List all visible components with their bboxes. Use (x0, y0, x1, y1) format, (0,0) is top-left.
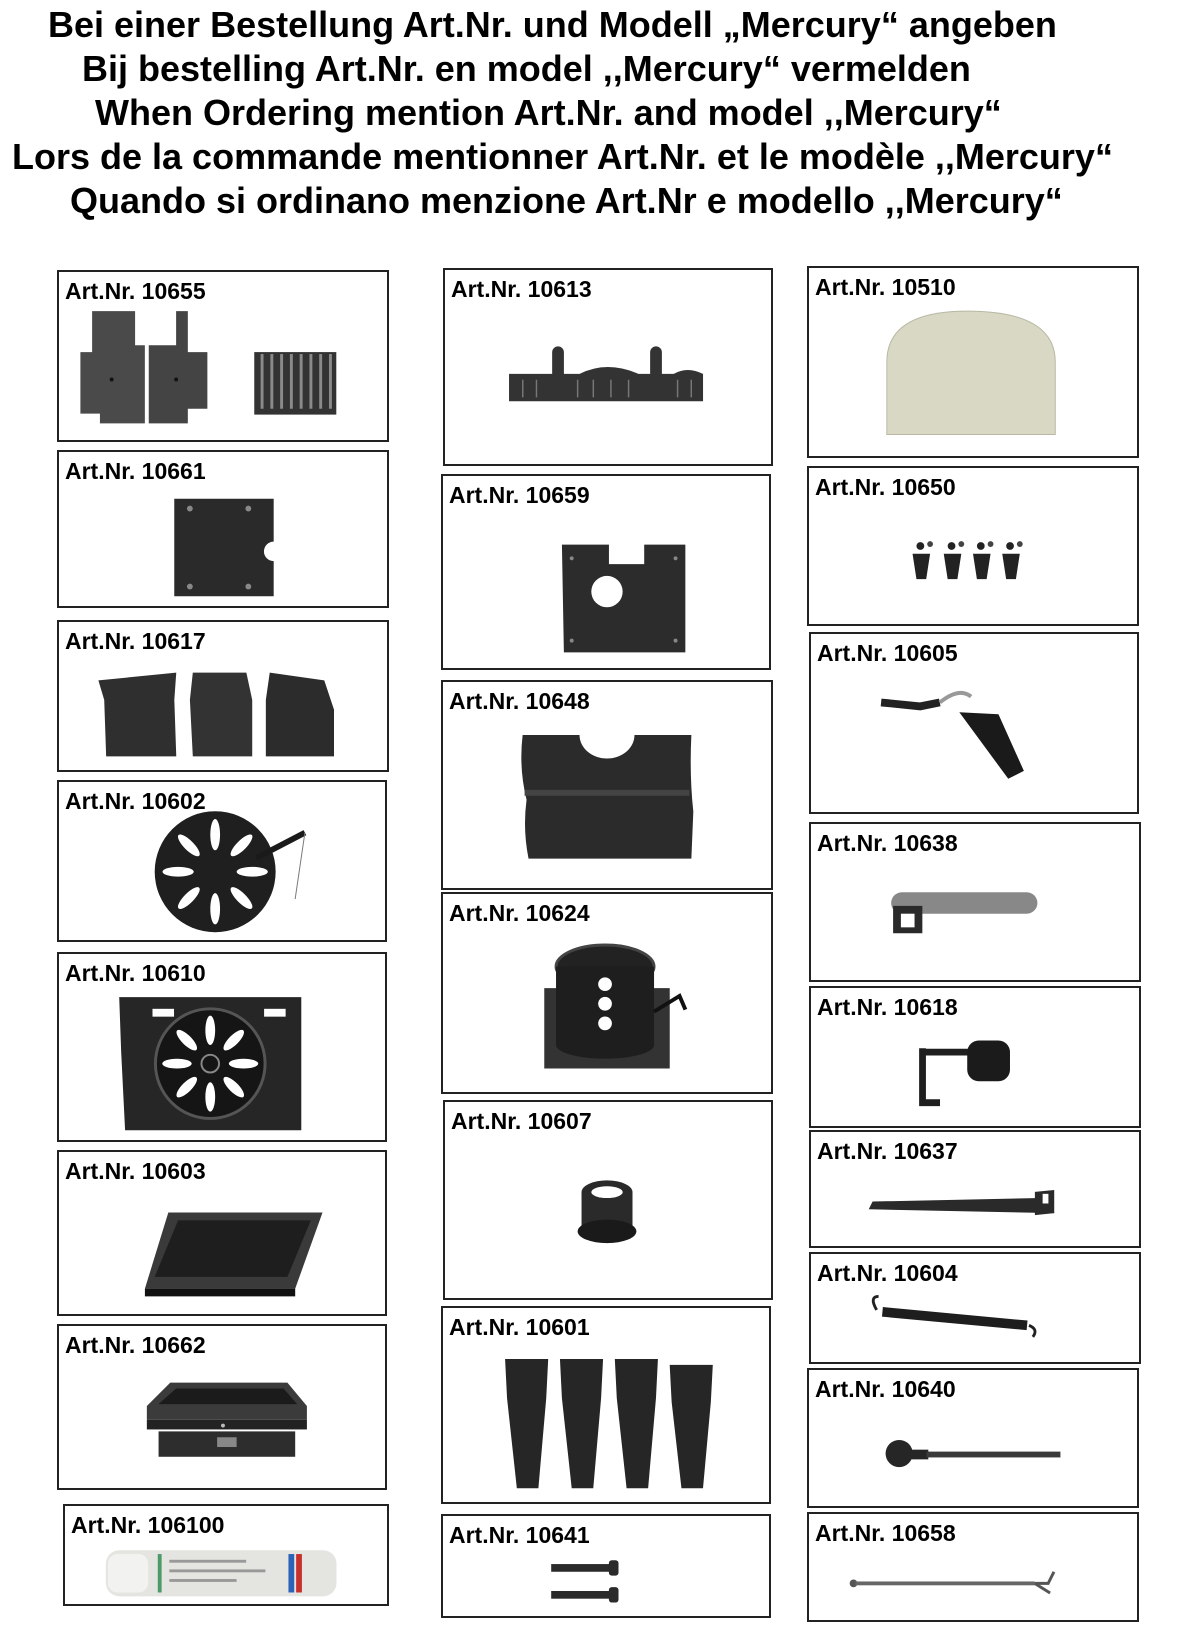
article-number: Art.Nr. 10605 (817, 640, 958, 666)
part-card[interactable] (441, 1514, 771, 1618)
instruction-nl: Bij bestelling Art.Nr. en model ,,Mercury“ vermelden (82, 48, 971, 89)
part-card[interactable] (57, 780, 387, 942)
article-number: Art.Nr. 10604 (817, 1260, 958, 1286)
part-card[interactable] (441, 1306, 771, 1504)
article-number: Art.Nr. 10624 (449, 900, 590, 926)
part-card[interactable] (807, 1512, 1139, 1622)
part-card[interactable] (57, 450, 389, 608)
article-number: Art.Nr. 10641 (449, 1522, 590, 1548)
article-number: Art.Nr. 10648 (449, 688, 590, 714)
part-card[interactable] (441, 680, 773, 890)
article-number: Art.Nr. 10638 (817, 830, 958, 856)
part-card[interactable] (809, 822, 1141, 982)
part-card[interactable] (443, 268, 773, 466)
part-card[interactable] (57, 620, 389, 772)
article-number: Art.Nr. 10613 (451, 276, 592, 302)
part-card[interactable] (57, 270, 389, 442)
article-number: Art.Nr. 10610 (65, 960, 206, 986)
article-number: Art.Nr. 10650 (815, 474, 956, 500)
part-card[interactable] (57, 1324, 387, 1490)
part-card[interactable] (63, 1504, 389, 1606)
article-number: Art.Nr. 10659 (449, 482, 590, 508)
article-number: Art.Nr. 10618 (817, 994, 958, 1020)
article-number: Art.Nr. 10640 (815, 1376, 956, 1402)
article-number: Art.Nr. 10661 (65, 458, 206, 484)
instruction-fr: Lors de la commande mentionner Art.Nr. et le modèle ,,Mercury“ (12, 136, 1113, 177)
part-card[interactable] (807, 1368, 1139, 1508)
article-number: Art.Nr. 10601 (449, 1314, 590, 1340)
part-card[interactable] (807, 466, 1139, 626)
part-card[interactable] (57, 1150, 387, 1316)
article-number: Art.Nr. 10602 (65, 788, 206, 814)
article-number: Art.Nr. 10617 (65, 628, 206, 654)
instruction-de: Bei einer Bestellung Art.Nr. und Modell „Mercury“ angeben (48, 4, 1057, 45)
article-number: Art.Nr. 10607 (451, 1108, 592, 1134)
part-card[interactable] (809, 1252, 1141, 1364)
article-number: Art.Nr. 10637 (817, 1138, 958, 1164)
part-card[interactable] (809, 1130, 1141, 1248)
part-card[interactable] (443, 1100, 773, 1300)
article-number: Art.Nr. 10655 (65, 278, 206, 304)
article-number: Art.Nr. 10662 (65, 1332, 206, 1358)
instruction-en: When Ordering mention Art.Nr. and model ,,Mercury“ (95, 92, 1002, 133)
part-card[interactable] (441, 892, 773, 1094)
article-number: Art.Nr. 10510 (815, 274, 956, 300)
article-number: Art.Nr. 106100 (71, 1512, 225, 1538)
part-card[interactable] (809, 632, 1139, 814)
part-card[interactable] (57, 952, 387, 1142)
part-card[interactable] (441, 474, 771, 670)
article-number: Art.Nr. 10658 (815, 1520, 956, 1546)
instruction-it: Quando si ordinano menzione Art.Nr e modello ,,Mercury“ (70, 180, 1063, 221)
part-card[interactable] (807, 266, 1139, 458)
part-card[interactable] (809, 986, 1141, 1128)
article-number: Art.Nr. 10603 (65, 1158, 206, 1184)
